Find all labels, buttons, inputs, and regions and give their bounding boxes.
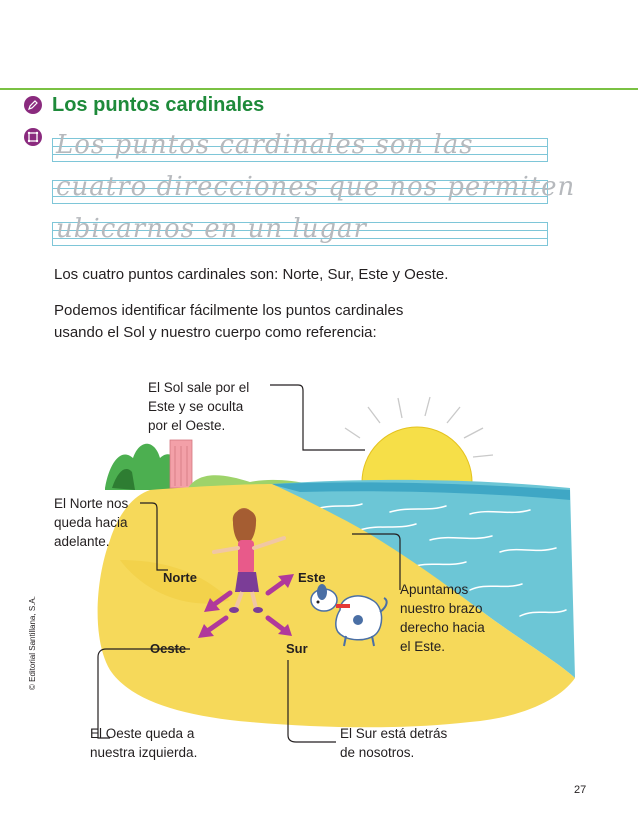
west-caption: El Oeste queda a nuestra izquierda.: [90, 726, 198, 760]
direction-east-label: Este: [298, 570, 326, 585]
direction-north-label: Norte: [163, 570, 197, 585]
handwriting-text: ubicarnos en un lugar: [56, 214, 367, 244]
copyright-notice: © Editorial Santillana, S.A.: [28, 596, 37, 690]
handwriting-text: Los puntos cardinales son las: [56, 130, 474, 160]
south-caption: El Sur está detrás de nosotros.: [340, 726, 448, 760]
handwriting-text: cuatro direcciones que nos permiten: [56, 172, 576, 202]
direction-south-label: Sur: [286, 641, 308, 656]
hills-and-building: [105, 440, 310, 490]
paragraph-line-2: usando el Sol y nuestro cuerpo como referencia:: [54, 324, 377, 341]
east-caption: Apuntamos nuestro brazo derecho hacia el Este.: [400, 582, 485, 654]
page-number: 27: [574, 784, 587, 796]
sun-caption: El Sol sale por el Este y se oculta por el Oeste.: [148, 380, 250, 433]
north-caption: El Norte nos queda hacia adelante.: [54, 496, 129, 549]
direction-west-label: Oeste: [150, 641, 187, 656]
paragraph-line-1: Podemos identificar fácilmente los puntos cardinales: [54, 302, 404, 319]
intro-text: Los cuatro puntos cardinales son: Norte, Sur, Este y Oeste.: [54, 266, 449, 283]
sun: [345, 397, 493, 482]
section-title: Los puntos cardinales: [52, 94, 265, 116]
